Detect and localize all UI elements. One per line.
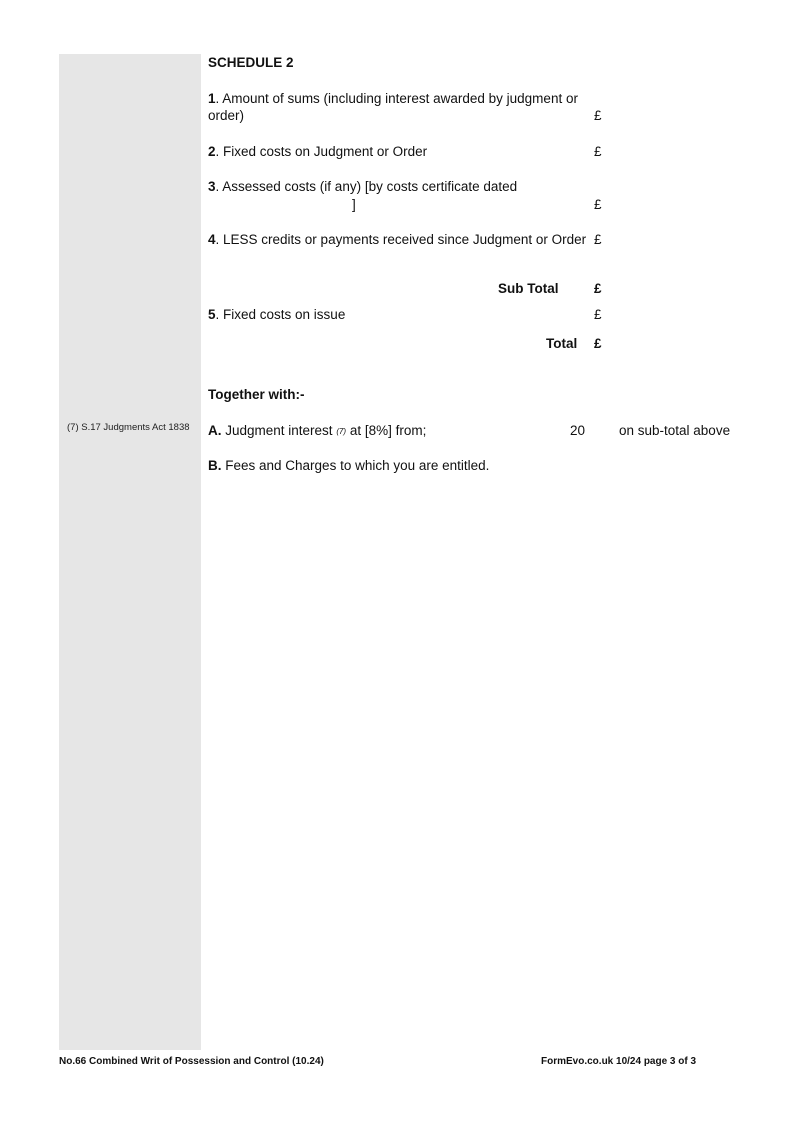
item-3-currency: £ (594, 197, 602, 212)
item-2-number: 2 (208, 144, 216, 159)
item-5-text: . Fixed costs on issue (215, 307, 346, 322)
item-1-line-2: order) (208, 108, 245, 123)
item-4-currency: £ (594, 232, 602, 247)
item-2 (208, 143, 427, 160)
item-a-suffix: on sub-total above (619, 423, 731, 438)
item-5 (208, 306, 345, 323)
item-3-line-2: ] (352, 197, 356, 212)
margin-note-judgments-act: (7) S.17 Judgments Act 1838 (67, 422, 190, 433)
item-a-ref: (7) (336, 427, 347, 436)
item-1-text: . Amount of sums (including interest awarded by judgment or (215, 91, 578, 106)
subtotal-currency: £ (594, 281, 602, 296)
together-with-heading: Together with:- (208, 387, 305, 402)
item-4 (208, 231, 586, 248)
total-currency: £ (594, 336, 602, 351)
item-5-number: 5 (208, 307, 216, 322)
footer-form-title: No.66 Combined Writ of Possession and Control (10.24) (59, 1056, 324, 1067)
margin-notes-column (59, 54, 201, 1050)
item-1-number: 1 (208, 91, 216, 106)
schedule-title: SCHEDULE 2 (208, 55, 294, 70)
item-5-currency: £ (594, 307, 602, 322)
item-4-text: . LESS credits or payments received since Judgment or Order (215, 232, 587, 247)
item-b-text: Fees and Charges to which you are entitled. (221, 458, 490, 473)
item-a-judgment-interest (208, 422, 426, 440)
item-a-year: 20 (570, 423, 586, 438)
total-label: Total (546, 336, 578, 351)
item-2-text: . Fixed costs on Judgment or Order (215, 144, 428, 159)
item-1-line-1 (208, 90, 578, 107)
item-3-number: 3 (208, 179, 216, 194)
item-2-currency: £ (594, 144, 602, 159)
subtotal-label: Sub Total (498, 281, 559, 296)
item-4-number: 4 (208, 232, 216, 247)
footer-page-info: FormEvo.co.uk 10/24 page 3 of 3 (541, 1056, 697, 1067)
item-1-currency: £ (594, 108, 602, 123)
item-b-label: B. (208, 458, 222, 473)
item-b-fees (208, 457, 489, 474)
item-a-text-2: at [8%] from; (346, 423, 427, 438)
item-a-label: A. (208, 423, 222, 438)
item-a-text: Judgment interest (221, 423, 337, 438)
item-3-text: . Assessed costs (if any) [by costs certificate dated (215, 179, 518, 194)
item-3-line-1 (208, 178, 517, 195)
